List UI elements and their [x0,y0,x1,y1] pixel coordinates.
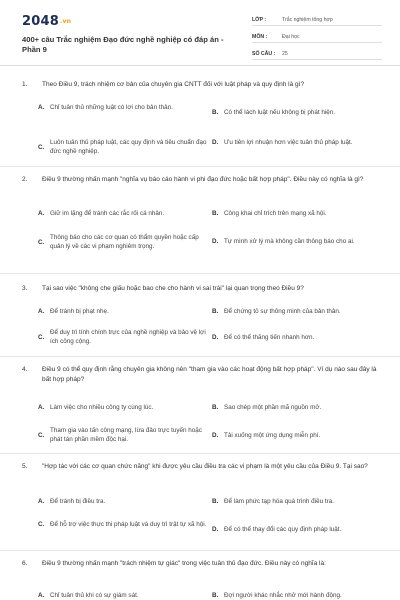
option-b[interactable] [212,497,387,506]
option-letter: B. [212,109,219,116]
option-c[interactable] [38,233,208,251]
question-body: "Hợp tác với các cơ quan chức năng" khi được yêu cầu điều tra các vi phạm là một yêu cầu của Điều 9. Tại sao? [42,463,368,470]
option-text: Để chứng tỏ sự thông minh của bản thân. [224,308,341,315]
question-divider [0,550,400,551]
option-a[interactable] [38,591,208,600]
option-letter: B. [212,404,219,411]
site-logo[interactable] [22,14,71,29]
option-text: Thông báo cho các cơ quan có thẩm quyền hoặc cấp quản lý về các vi phạm nghiêm trọng. [50,234,199,250]
meta-value: 25 [282,51,288,57]
question-body: Điều 9 thường nhấn mạnh "nghĩa vụ báo cáo hành vi phi đạo đức hoặc bất hợp pháp". Điều này có nghĩa là gì? [42,176,364,183]
option-text: Để hỗ trợ việc thực thi pháp luật và duy trì trật tự xã hội. [50,521,207,528]
option-text: Để duy trì tính chính trực của nghề nghiệp và bảo vệ lợi ích công cộng. [50,329,206,345]
question-number: 5. [22,463,28,470]
option-b[interactable] [212,108,382,117]
option-letter: B. [212,592,219,599]
option-b[interactable] [212,591,387,600]
option-d[interactable] [212,138,382,147]
option-text: Chỉ tuân thủ những luật có lợi cho bản thân. [50,104,173,111]
question-divider [0,356,400,357]
meta-label: SỐ CÂU : [252,51,276,57]
option-text: Ưu tiên lợi nhuận hơn việc tuân thủ pháp luật. [224,139,353,146]
option-text: Tham gia vào tấn công mạng, lừa đảo trực tuyến hoặc phát tán phần mềm độc hại. [50,427,202,443]
question-number: 6. [22,560,28,567]
option-b[interactable] [212,307,387,316]
option-text: Có thể lách luật nếu không bị phát hiện. [224,109,335,116]
option-c[interactable] [38,328,208,346]
option-text: Đợi người khác nhắc nhở mới hành động. [224,592,342,599]
option-letter: A. [38,404,45,411]
option-letter: C. [38,143,45,151]
option-text: Chỉ tuân thủ khi có sự giám sát. [50,592,139,599]
option-d[interactable] [212,525,387,534]
option-letter: A. [38,308,45,315]
option-c[interactable] [38,520,208,529]
meta-label: LỚP : [252,17,267,23]
option-c[interactable] [38,138,208,156]
option-letter: B. [212,308,219,315]
logo-suffix: .vn [59,18,72,25]
meta-label: MÔN : [252,34,268,40]
option-b[interactable] [212,403,382,412]
option-a[interactable] [38,403,208,412]
question-body: Điều 9 thường nhấn mạnh "trách nhiệm tự giác" trong việc tuân thủ đạo đức. Điều này có nghĩa là: [42,560,326,567]
option-letter: A. [38,210,45,217]
question-divider [0,166,400,167]
option-letter: C. [38,333,45,341]
option-letter: A. [38,104,45,111]
question-number: 3. [22,285,28,292]
meta-value: Đại học [282,34,300,40]
option-text: Để tránh bị điều tra. [50,498,106,505]
option-text: Luôn tuân thủ pháp luật, các quy định và tiêu chuẩn đạo đức nghề nghiệp. [50,139,207,155]
option-text: Làm việc cho nhiều công ty cùng lúc. [50,404,154,411]
option-letter: D. [212,334,219,341]
meta-row-count [252,46,382,60]
option-a[interactable] [38,103,188,112]
meta-row-class [252,12,382,26]
option-text: Sao chép một phần mã nguồn mở. [224,404,322,411]
question-number: 4. [22,366,28,373]
document-title: 400+ câu Trắc nghiệm Đạo đức nghề nghiệp có đáp án - Phần 9 [22,35,224,54]
document-header [0,0,400,66]
logo-number: 2048 [22,14,59,29]
option-text: Giữ im lặng để tránh các rắc rối cá nhân. [50,210,165,217]
option-letter: B. [212,498,219,505]
option-d[interactable] [212,333,382,342]
option-text: Để tránh bị phạt nhẹ. [50,308,109,315]
question-divider [0,273,400,274]
option-text: Tự mình xử lý mà không cần thông báo cho ai. [224,238,355,245]
option-b[interactable] [212,209,382,218]
option-a[interactable] [38,209,208,218]
option-text: Để làm phức tạp hóa quá trình điều tra. [224,498,334,505]
option-c[interactable] [38,426,210,444]
option-letter: D. [212,432,219,439]
option-letter: C. [38,521,45,528]
document-meta [252,12,382,63]
option-d[interactable] [212,431,382,440]
question-body: Tại sao việc "không che giấu hoặc bao che cho hành vi sai trái" lại quan trọng theo Điều 9? [42,285,304,292]
option-letter: D. [212,238,219,245]
option-d[interactable] [212,237,382,246]
option-a[interactable] [38,497,208,506]
option-text: Công khai chỉ trích trên mạng xã hội. [224,210,327,217]
question-body: Theo Điều 9, trách nhiệm cơ bản của chuyên gia CNTT đối với luật pháp và quy định là gì? [42,81,305,88]
option-text: Để có thể thăng tiến nhanh hơn. [224,334,315,341]
meta-value: Trắc nghiệm tổng hợp [282,17,333,23]
option-letter: A. [38,498,45,505]
question-divider [0,453,400,454]
question-body: Điều 9 có thể quy định rằng chuyên gia không nên "tham gia vào các hoạt động bất hợp pháp". Ví dụ nào sau đây là bất hợp pháp? [42,366,377,383]
option-text: Để có thể thay đổi các quy định pháp luật. [224,526,342,533]
option-letter: A. [38,592,45,599]
option-letter: C. [38,431,45,439]
option-letter: D. [212,526,219,533]
option-a[interactable] [38,307,208,316]
question-number: 1. [22,81,28,88]
option-letter: D. [212,139,219,146]
meta-row-subject [252,29,382,43]
question-number: 2. [22,176,28,183]
option-letter: C. [38,238,45,246]
option-text: Tải xuống một ứng dụng miễn phí. [224,432,321,439]
option-letter: B. [212,210,219,217]
